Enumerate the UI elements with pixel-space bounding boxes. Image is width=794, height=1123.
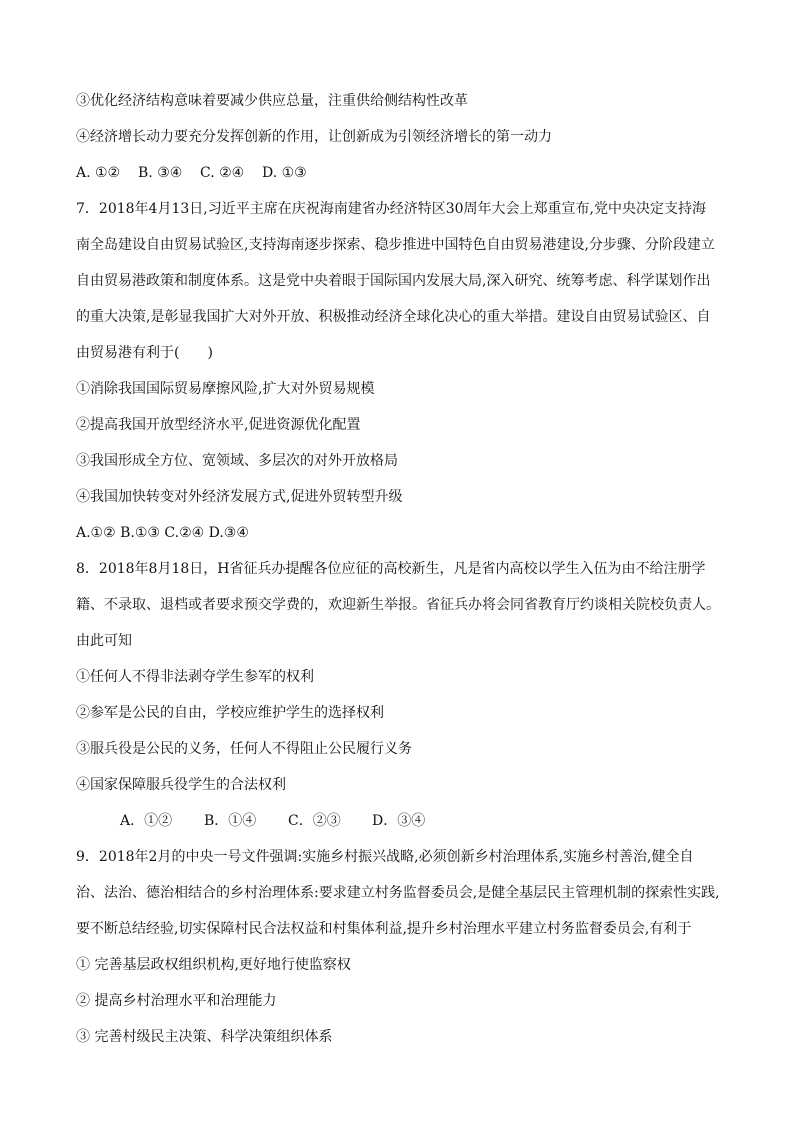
q6-answer-choices [76, 155, 726, 191]
q6-option-3: ③优化经济结构意味着要减少供应总量，注重供给侧结构性改革 [76, 93, 468, 109]
q8-answer-choices [76, 803, 726, 839]
q7-stem-line-3: 自由贸易港政策和制度体系。这是党中央着眼于国际国内发展大局,深入研究、统筹考虑、科学谋划作出 [76, 273, 711, 289]
q7-stem-line-2: 南全岛建设自由贸易试验区,支持海南逐步探索、稳步推进中国特色自由贸易港建设,分步骤、分阶段建立 [76, 237, 715, 253]
q8-choice-c: C．②③ [288, 813, 341, 829]
q6-choice-a: A. ①② [76, 165, 121, 181]
q7-option-1: ①消除我国国际贸易摩擦风险,扩大对外贸易规模 [76, 381, 375, 397]
q8-choice-b: B．①④ [204, 813, 257, 829]
q8-stem-line-3: 由此可知 [76, 633, 132, 649]
q8-option-4: ④国家保障服兵役学生的合法权利 [76, 777, 286, 793]
q7-option-3: ③我国形成全方位、宽领域、多层次的对外开放格局 [76, 453, 398, 469]
q7-answer-choices: A.①② B.①③ C.②④ D.③④ [76, 525, 249, 541]
q9-stem-line-2: 治、法治、德治相结合的乡村治理体系:要求建立村务监督委员会,是健全基层民主管理机制的探索性实践, [76, 885, 720, 901]
q6-choice-c: C. ②④ [200, 165, 245, 181]
q8-choice-a: A．①② [120, 813, 173, 829]
q9-option-1: ① 完善基层政权组织机构,更好地行使监察权 [76, 957, 351, 973]
q7-stem-line-4: 的重大决策,是彰显我国扩大对外开放、积极推动经济全球化决心的重大举措。建设自由贸易试验区、自 [76, 309, 711, 325]
q7-option-2: ②提高我国开放型经济水平,促进资源优化配置 [76, 417, 361, 433]
q8-option-2: ②参军是公民的自由，学校应维护学生的选择权利 [76, 705, 384, 721]
q8-option-3: ③服兵役是公民的义务，任何人不得阻止公民履行义务 [76, 741, 412, 757]
q8-option-1: ①任何人不得非法剥夺学生参军的权利 [76, 669, 314, 685]
q8-stem-line-1: 8．2018年8月18日，H省征兵办提醒各位应征的高校新生，凡是省内高校以学生入伍为由不给注册学 [76, 561, 706, 577]
q8-choice-d: D．③④ [372, 813, 426, 829]
q7-stem-line-5: 由贸易港有利于( ) [76, 345, 213, 361]
q9-option-2: ② 提高乡村治理水平和治理能力 [76, 993, 277, 1009]
document-page [76, 83, 726, 1055]
q9-stem-line-3: 要不断总结经验,切实保障村民合法权益和村集体利益,提升乡村治理水平建立村务监督委员会,有利于 [76, 921, 692, 937]
q9-stem-line-1: 9．2018年2月的中央一号文件强调:实施乡村振兴战略,必须创新乡村治理体系,实施乡村善治,健全自 [76, 849, 694, 865]
q7-stem-line-1: 7．2018年4月13日,习近平主席在庆祝海南建省办经济特区30周年大会上郑重宣布,党中央决定支持海 [76, 201, 706, 217]
q6-option-4: ④经济增长动力要充分发挥创新的作用，让创新成为引领经济增长的第一动力 [76, 129, 552, 145]
q9-option-3: ③ 完善村级民主决策、科学决策组织体系 [76, 1029, 333, 1045]
q7-option-4: ④我国加快转变对外经济发展方式,促进外贸转型升级 [76, 489, 403, 505]
q6-choice-b: B. ③④ [138, 165, 183, 181]
q8-stem-line-2: 籍、不录取、退档或者要求预交学费的，欢迎新生举报。省征兵办将会同省教育厅约谈相关院校负责人。 [76, 597, 720, 613]
q6-choice-d: D. ①③ [262, 165, 307, 181]
